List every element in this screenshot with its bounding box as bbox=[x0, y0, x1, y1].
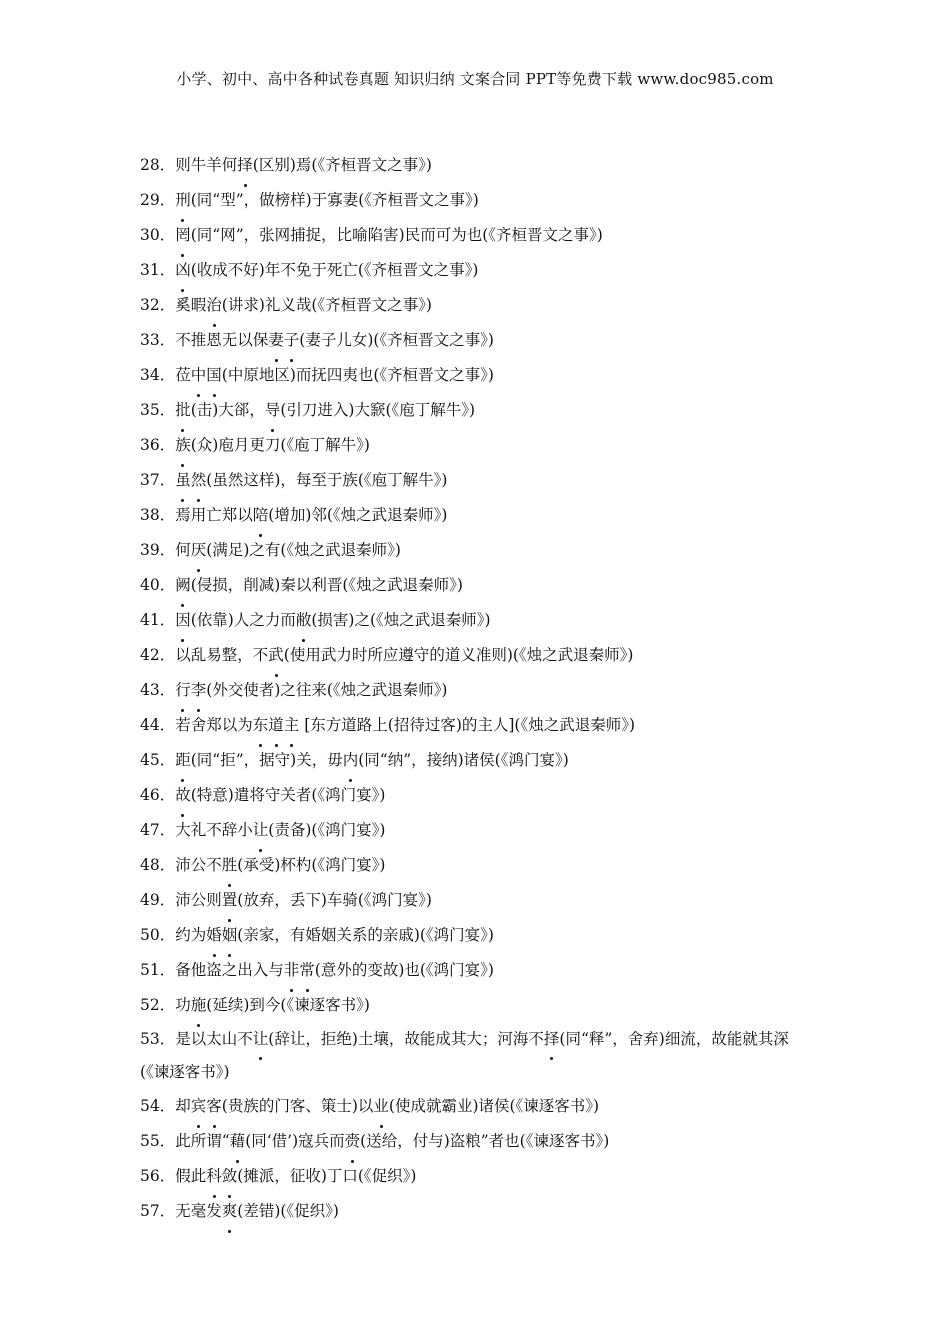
item-text: 无毫发 bbox=[175, 1202, 222, 1220]
emphasis-char: 客 bbox=[206, 1089, 222, 1124]
item-text: 大礼不辞小 bbox=[175, 821, 253, 839]
emphasis-char: 内 bbox=[343, 743, 359, 778]
item-text: (放弃，丢下)车骑(《鸿门宴》) bbox=[237, 891, 432, 909]
list-item bbox=[140, 778, 815, 813]
emphasis-char: 胜 bbox=[222, 848, 238, 883]
emphasis-char: 常 bbox=[299, 953, 315, 988]
item-text: (贵族的门客、策士)以 bbox=[221, 1097, 374, 1115]
item-text: (侵损，削减)秦以利晋(《烛之武退秦师》) bbox=[190, 576, 463, 594]
emphasis-char: 妻 bbox=[268, 323, 284, 358]
emphasis-char: 导 bbox=[265, 393, 281, 428]
vocab-list bbox=[140, 148, 815, 1229]
item-text: (区别)焉(《齐桓晋文之事》) bbox=[252, 156, 432, 174]
emphasis-char: 婚 bbox=[206, 918, 222, 953]
item-text: 功 bbox=[175, 996, 191, 1014]
emphasis-char: 武 bbox=[268, 638, 284, 673]
emphasis-char: 让 bbox=[253, 1023, 269, 1056]
emphasis-char: 凶 bbox=[175, 253, 191, 288]
item-number: 53． bbox=[140, 1030, 176, 1048]
item-text: (击)大郤， bbox=[190, 401, 265, 419]
list-item bbox=[140, 183, 815, 218]
emphasis-char: 爽 bbox=[222, 1194, 238, 1229]
emphasis-char: 中 bbox=[191, 358, 207, 393]
emphasis-char: 阙 bbox=[175, 568, 191, 603]
emphasis-char: 子 bbox=[284, 323, 300, 358]
list-item bbox=[140, 393, 815, 428]
item-text: (责备)(《鸿门宴》) bbox=[268, 821, 386, 839]
list-item bbox=[140, 953, 815, 988]
list-item bbox=[140, 568, 815, 603]
item-text: 何 bbox=[175, 541, 191, 559]
list-item bbox=[140, 1089, 815, 1124]
emphasis-char: 距 bbox=[175, 743, 191, 778]
item-text: (摊派，征收)丁口(《促织》) bbox=[237, 1167, 417, 1185]
item-text: (损害)之(《烛之武退秦师》) bbox=[311, 611, 491, 629]
emphasis-char: 李 bbox=[191, 673, 207, 708]
item-number: 30． bbox=[140, 226, 176, 244]
item-number: 43． bbox=[140, 681, 176, 699]
item-text: (同“型”，做榜样)于寡妻(《齐桓晋文之事》) bbox=[190, 191, 479, 209]
emphasis-char: 择 bbox=[544, 1023, 560, 1056]
emphasis-char: 陪 bbox=[253, 498, 269, 533]
item-text: (讲求)礼义哉(《齐桓晋文之事》) bbox=[221, 296, 432, 314]
emphasis-char: 罔 bbox=[175, 218, 191, 253]
item-text: (同‘借’)寇兵而 bbox=[245, 1132, 345, 1150]
emphasis-char: 道 bbox=[268, 708, 284, 743]
item-number: 54． bbox=[140, 1097, 176, 1115]
item-number: 28． bbox=[140, 156, 176, 174]
item-number: 32． bbox=[140, 296, 176, 314]
emphasis-char: 择 bbox=[237, 148, 253, 183]
item-text: (同“纳”，接纳)诸侯(《鸿门宴》) bbox=[358, 751, 569, 769]
emphasis-char: 赍 bbox=[345, 1124, 361, 1159]
item-text: 以乱易整，不 bbox=[175, 646, 269, 664]
emphasis-char: 批 bbox=[175, 393, 191, 428]
emphasis-char: 宾 bbox=[191, 1089, 207, 1124]
list-item bbox=[140, 1159, 815, 1194]
emphasis-char: 主 bbox=[284, 708, 300, 743]
emphasis-char: 敝 bbox=[296, 603, 312, 638]
emphasis-char: 东 bbox=[253, 708, 269, 743]
item-text: (差错)(《促织》) bbox=[237, 1202, 339, 1220]
list-item bbox=[140, 498, 815, 533]
emphasis-char: 国 bbox=[206, 358, 222, 393]
emphasis-char: 治 bbox=[206, 288, 222, 323]
list-item bbox=[140, 673, 815, 708]
item-number: 42． bbox=[140, 646, 176, 664]
item-number: 34． bbox=[140, 366, 176, 384]
item-text: (使成就霸业)诸侯(《谏逐客书》) bbox=[388, 1097, 600, 1115]
list-item bbox=[140, 323, 815, 358]
item-number: 39． bbox=[140, 541, 176, 559]
item-number: 40． bbox=[140, 576, 176, 594]
item-text: (增加)邻(《烛之武退秦师》) bbox=[268, 506, 448, 524]
item-number: 47． bbox=[140, 821, 176, 839]
list-item bbox=[140, 428, 815, 463]
item-text: 沛公则 bbox=[175, 891, 222, 909]
item-text: 是以太山不 bbox=[175, 1030, 253, 1048]
item-text: 莅 bbox=[175, 366, 191, 384]
emphasis-char: 科 bbox=[206, 1159, 222, 1194]
emphasis-char: 施 bbox=[191, 988, 207, 1023]
item-text: (同“网”，张网捕捉，比喻陷害)民而可为也(《齐桓晋文之事》) bbox=[190, 226, 603, 244]
item-number: 29． bbox=[140, 191, 176, 209]
list-item bbox=[140, 1124, 815, 1159]
emphasis-char: 族 bbox=[175, 428, 191, 463]
item-text: [东方道路上(招待过客)的主人](《烛之武退秦师》) bbox=[299, 716, 636, 734]
item-text: 焉用亡郑以 bbox=[175, 506, 253, 524]
list-item bbox=[140, 358, 815, 393]
emphasis-char: 让 bbox=[253, 813, 269, 848]
item-text: (虽然这样)，每至于族(《庖丁解牛》) bbox=[206, 471, 448, 489]
emphasis-char: 因 bbox=[175, 603, 191, 638]
list-item bbox=[140, 708, 815, 743]
item-text: (辞让，拒绝)土壤，故能成其大；河海不 bbox=[268, 1030, 544, 1048]
item-text: (特意)遣将守关者(《鸿门宴》) bbox=[190, 786, 386, 804]
list-item bbox=[140, 1194, 815, 1229]
emphasis-char: 厌 bbox=[191, 533, 207, 568]
item-number: 49． bbox=[140, 891, 176, 909]
item-text: 约为 bbox=[175, 926, 207, 944]
emphasis-char: 非 bbox=[284, 953, 300, 988]
item-text: (满足)之有(《烛之武退秦师》) bbox=[206, 541, 401, 559]
item-text: (中原地区)而抚四夷也(《齐桓晋文之事》) bbox=[221, 366, 494, 384]
item-text: 假此 bbox=[175, 1167, 207, 1185]
item-number: 41． bbox=[140, 611, 176, 629]
item-text: (妻子儿女)(《齐桓晋文之事》) bbox=[299, 331, 494, 349]
list-item bbox=[140, 603, 815, 638]
emphasis-char: 藉 bbox=[230, 1124, 246, 1159]
list-item bbox=[140, 988, 815, 1023]
item-text: (外交使者)之往来(《烛之武退秦师》) bbox=[206, 681, 448, 699]
item-number: 31． bbox=[140, 261, 176, 279]
item-text: (送给，付与)盗粮”者也(《谏逐客书》) bbox=[360, 1132, 610, 1150]
item-number: 38． bbox=[140, 506, 176, 524]
list-item bbox=[140, 883, 815, 918]
item-text: 却 bbox=[175, 1097, 191, 1115]
emphasis-char: 然 bbox=[191, 463, 207, 498]
item-number: 33． bbox=[140, 331, 176, 349]
item-text: 奚暇 bbox=[175, 296, 207, 314]
item-text: (同“拒”，据守)关，毋 bbox=[190, 751, 343, 769]
item-text: (延续)到今(《谏逐客书》) bbox=[206, 996, 370, 1014]
page-header: 小学、初中、高中各种试卷真题 知识归纳 文案合同 PPT等免费下载 www.doc985.com bbox=[176, 70, 774, 88]
item-text: (收成不好)年不免于死亡(《齐桓晋文之事》) bbox=[190, 261, 479, 279]
item-text: (意外的变故)也(《鸿门宴》) bbox=[314, 961, 494, 979]
list-item bbox=[140, 638, 815, 673]
emphasis-char: 故 bbox=[175, 778, 191, 813]
item-text: 不推恩无以保 bbox=[175, 331, 269, 349]
item-number: 45． bbox=[140, 751, 176, 769]
item-text: (众)庖月更刀(《庖丁解牛》) bbox=[190, 436, 370, 454]
item-number: 52． bbox=[140, 996, 176, 1014]
list-item bbox=[140, 463, 815, 498]
emphasis-char: 业 bbox=[373, 1089, 389, 1124]
item-number: 48． bbox=[140, 856, 176, 874]
item-number: 37． bbox=[140, 471, 176, 489]
item-number: 51． bbox=[140, 961, 176, 979]
item-number: 55． bbox=[140, 1132, 176, 1150]
emphasis-char: 行 bbox=[175, 673, 191, 708]
item-text: 沛公不 bbox=[175, 856, 222, 874]
item-text: (引刀进入)大窾(《庖丁解牛》) bbox=[280, 401, 476, 419]
item-number: 56． bbox=[140, 1167, 176, 1185]
item-text: (同“释”，舍弃)细流，故能就其深(《谏逐客书》) bbox=[140, 1030, 789, 1081]
item-text: (承受)杯杓(《鸿门宴》) bbox=[237, 856, 386, 874]
item-number: 36． bbox=[140, 436, 176, 454]
item-text: 若舍郑以为 bbox=[175, 716, 253, 734]
list-item bbox=[140, 288, 815, 323]
item-number: 44． bbox=[140, 716, 176, 734]
list-item bbox=[140, 848, 815, 883]
item-text: (依靠)人之力而 bbox=[190, 611, 296, 629]
list-item bbox=[140, 1023, 815, 1089]
emphasis-char: 虽 bbox=[175, 463, 191, 498]
list-item bbox=[140, 148, 815, 183]
item-text: (使用武力时所应遵守的道义准则)(《烛之武退秦师》) bbox=[283, 646, 634, 664]
emphasis-char: 刑 bbox=[175, 183, 191, 218]
list-item bbox=[140, 743, 815, 778]
item-number: 50． bbox=[140, 926, 176, 944]
item-text: 则牛羊何 bbox=[175, 156, 238, 174]
list-item bbox=[140, 918, 815, 953]
emphasis-char: 置 bbox=[222, 883, 238, 918]
list-item bbox=[140, 253, 815, 288]
item-number: 57． bbox=[140, 1202, 176, 1220]
list-item bbox=[140, 218, 815, 253]
list-item bbox=[140, 813, 815, 848]
emphasis-char: 姻 bbox=[222, 918, 238, 953]
item-text: (亲家，有婚姻关系的亲戚)(《鸿门宴》) bbox=[237, 926, 494, 944]
list-item bbox=[140, 533, 815, 568]
item-number: 46． bbox=[140, 786, 176, 804]
item-text: 此所谓“ bbox=[175, 1132, 230, 1150]
item-text: 备他盗之出入与 bbox=[175, 961, 284, 979]
item-number: 35． bbox=[140, 401, 176, 419]
emphasis-char: 敛 bbox=[222, 1159, 238, 1194]
